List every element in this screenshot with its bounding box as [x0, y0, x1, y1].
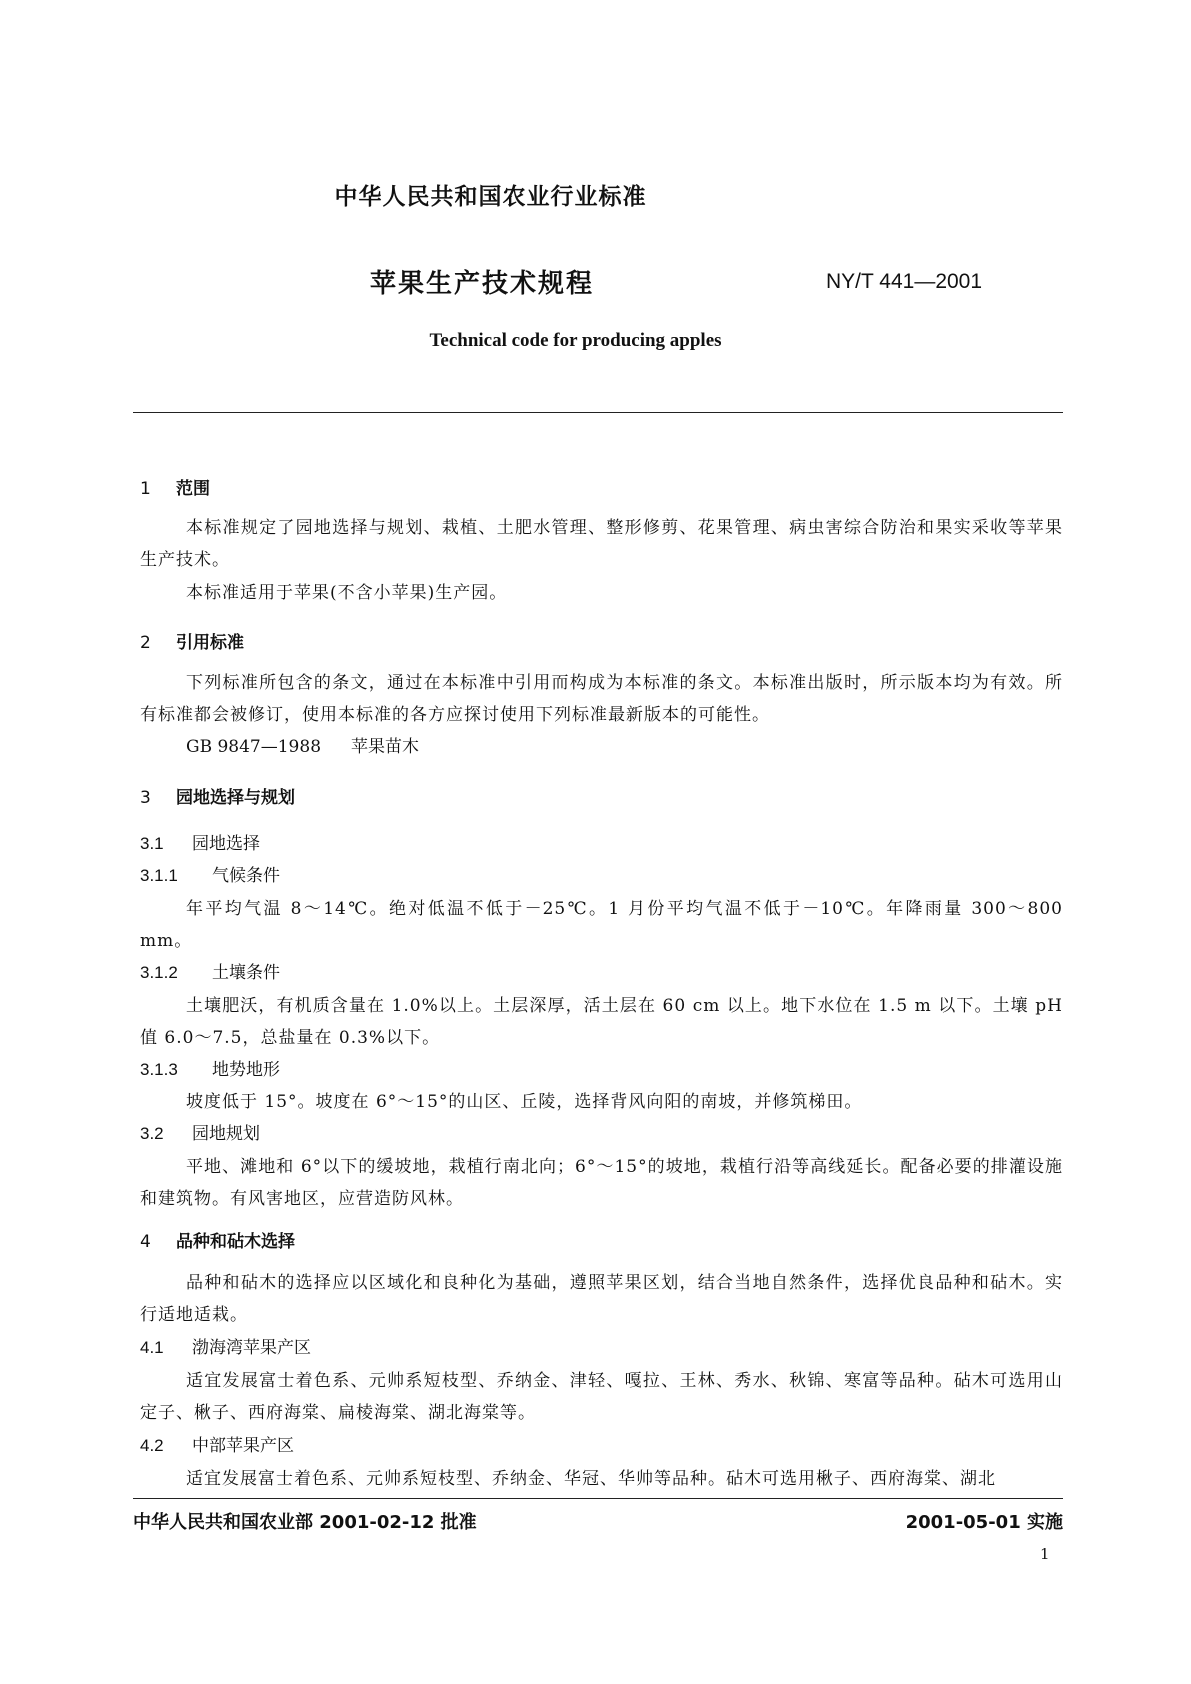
section-title: 引用标准: [176, 633, 244, 653]
standard-code: NY/T 441—2001: [826, 270, 983, 293]
subsection-title: 地势地形: [212, 1060, 280, 1080]
reference-line: [186, 732, 419, 757]
document-title: 苹果生产技术规程: [370, 269, 595, 299]
subsection-title: 园地选择: [192, 834, 260, 854]
section-2-heading: [140, 628, 244, 653]
section-title: 品种和砧木选择: [176, 1232, 295, 1252]
page-number: 1: [1040, 1545, 1050, 1563]
section-3-heading: [140, 783, 295, 808]
paragraph: 年平均气温 8～14℃。绝对低温不低于－25℃。1 月份平均气温不低于－10℃。年降雨量 300～800 mm。: [140, 899, 1063, 951]
reference-name: 苹果苗木: [351, 737, 420, 757]
subsection-number: 3.1.3: [140, 1060, 178, 1079]
reference-code: GB 9847—1988: [186, 737, 322, 757]
header-rule: [133, 412, 1063, 413]
paragraph: 本标准适用于苹果(不含小苹果)生产园。: [186, 583, 508, 603]
section-number: 2: [140, 633, 151, 653]
paragraph: 适宜发展富士着色系、元帅系短枝型、乔纳金、华冠、华帅等品种。砧木可选用楸子、西府海棠、湖北: [186, 1469, 996, 1489]
subsection-title: 园地规划: [192, 1124, 260, 1144]
paragraph: 坡度低于 15°。坡度在 6°～15°的山区、丘陵，选择背风向阳的南坡，并修筑梯田。: [186, 1092, 863, 1112]
section-title: 范围: [176, 479, 210, 499]
subsection-number: 3.1.1: [140, 866, 178, 885]
subsection-title: 渤海湾苹果产区: [192, 1338, 311, 1358]
paragraph: 土壤肥沃，有机质含量在 1.0%以上。土层深厚，活土层在 60 cm 以上。地下水位在 1.5 m 以下。土壤 pH 值 6.0～7.5，总盐量在 0.3%以下。: [140, 996, 1063, 1048]
subsection-number: 3.2: [140, 1124, 164, 1143]
section-title: 园地选择与规划: [176, 788, 295, 808]
section-1-heading: [140, 474, 210, 499]
paragraph: 下列标准所包含的条文，通过在本标准中引用而构成为本标准的条文。本标准出版时，所示版本均为有效。所有标准都会被修订，使用本标准的各方应探讨使用下列标准最新版本的可能性。: [140, 673, 1063, 725]
section-4-heading: [140, 1227, 295, 1252]
subsection-3-1-2: [140, 958, 280, 983]
section-number: 3: [140, 788, 151, 808]
paragraph: 平地、滩地和 6°以下的缓坡地，栽植行南北向；6°～15°的坡地，栽植行沿等高线延长。配备必要的排灌设施和建筑物。有风害地区，应营造防风林。: [140, 1157, 1063, 1209]
subsection-4-1: [140, 1333, 311, 1358]
section-number: 1: [140, 479, 151, 499]
paragraph: 品种和砧木的选择应以区域化和良种化为基础，遵照苹果区划，结合当地自然条件，选择优良品种和砧木。实行适地适栽。: [140, 1273, 1063, 1325]
subsection-4-2: [140, 1431, 294, 1456]
subsection-3-2: [140, 1119, 260, 1144]
issuer-title: 中华人民共和国农业行业标准: [334, 184, 647, 210]
approval-note: 中华人民共和国农业部 2001-02-12 批准: [133, 1512, 477, 1533]
implementation-note: 2001-05-01 实施: [905, 1512, 1063, 1533]
subsection-number: 3.1: [140, 834, 164, 853]
paragraph: 本标准规定了园地选择与规划、栽植、土肥水管理、整形修剪、花果管理、病虫害综合防治和果实采收等苹果生产技术。: [140, 518, 1063, 570]
subsection-title: 中部苹果产区: [192, 1436, 294, 1456]
subsection-title: 气候条件: [212, 866, 280, 886]
subsection-3-1-3: [140, 1055, 280, 1080]
subsection-3-1-1: [140, 861, 280, 886]
subsection-number: 4.2: [140, 1436, 164, 1455]
subsection-number: 4.1: [140, 1338, 164, 1357]
subsection-title: 土壤条件: [212, 963, 280, 983]
footer-rule: [133, 1498, 1063, 1499]
paragraph: 适宜发展富士着色系、元帅系短枝型、乔纳金、津轻、嘎拉、王林、秀水、秋锦、寒富等品种。砧木可选用山定子、楸子、西府海棠、扁棱海棠、湖北海棠等。: [140, 1371, 1063, 1423]
english-title: Technical code for producing apples: [429, 330, 722, 351]
section-number: 4: [140, 1232, 151, 1252]
subsection-number: 3.1.2: [140, 963, 178, 982]
subsection-3-1: [140, 829, 260, 854]
